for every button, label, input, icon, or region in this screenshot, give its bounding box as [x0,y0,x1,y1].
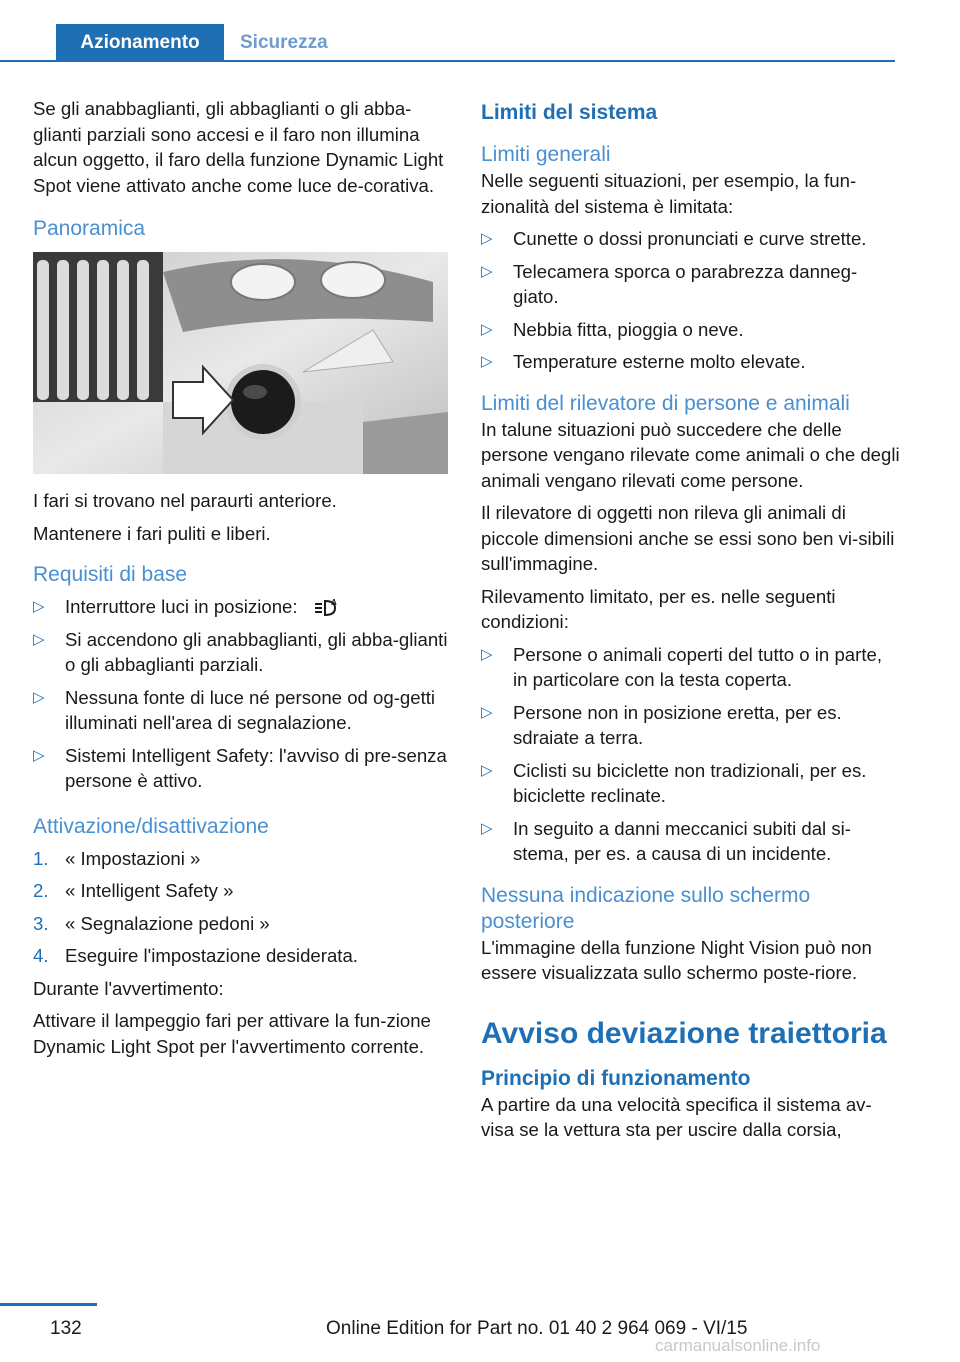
tab-sicurezza[interactable]: Sicurezza [240,32,328,53]
list-item: 2. « Intelligent Safety » [33,880,234,901]
auto-light-switch-icon [311,597,341,619]
right-column [481,100,901,1150]
triangle-bullet-icon: ▷ [33,598,45,615]
triangle-bullet-icon: ▷ [481,320,493,338]
list-item: ▷ Persone non in posizione eretta, per es. sdraiate a terra. [481,701,842,748]
list-item: ▷ Si accendono gli anabbaglianti, gli abba-glianti o gli abbaglianti parziali. [33,628,448,675]
triangle-bullet-icon: ▷ [481,819,493,837]
triangle-bullet-icon: ▷ [481,703,493,721]
list-item: ▷ Cunette o dossi pronunciati e curve strette. [481,226,901,252]
list-item: ▷ Temperature esterne molto elevate. [481,349,901,375]
requisiti-heading: Requisiti di base [33,563,188,586]
nessuna-indicazione-heading: Nessuna indicazione sullo schermo posteriore [481,883,811,933]
durante-text: Durante l'avvertimento: [33,977,224,999]
edition-footer: Online Edition for Part no. 01 40 2 964 069 - VI/15 [326,1318,748,1339]
rilevatore-heading: Limiti del rilevatore di persone e animali [481,391,850,415]
rilevatore-p3: Rilevamento limitato, per es. nelle seguenti condizioni: [481,585,836,632]
avviso-deviazione-heading: Avviso deviazione traiettoria [481,1016,887,1050]
attivare-text: Attivare il lampeggio fari per attivare la fun-zione Dynamic Light Spot per l'avvertimento corrente. [33,1010,431,1057]
limiti-generali-list [481,226,901,375]
triangle-bullet-icon: ▷ [481,353,493,370]
list-item: 4. Eseguire l'impostazione desiderata. [33,945,358,966]
triangle-bullet-icon: ▷ [33,630,45,648]
header-divider [0,60,895,62]
list-item: ▷ Interruttore luci in posizione: A [33,594,453,620]
list-item: ▷ Persone o animali coperti del tutto o in parte, in particolare con la testa coperta. [481,643,882,690]
header-tabbar [0,24,895,62]
fari-location-text: I fari si trovano nel paraurti anteriore. [33,490,337,511]
requisiti-list [33,594,453,794]
triangle-bullet-icon: ▷ [481,761,493,779]
list-item: ▷ In seguito a danni meccanici subiti dal si-stema, per es. a causa di un incidente. [481,817,851,864]
list-item: 1. « Impostazioni » [33,847,201,869]
triangle-bullet-icon: ▷ [33,746,45,764]
limiti-heading: Limiti del sistema [481,101,658,124]
rilevatore-p1: In talune situazioni può succedere che delle persone vengano rilevate come animali o che degli animali vengano rilevati come persone. [481,418,900,491]
left-column [33,96,453,1066]
steps-list [33,846,453,969]
list-item: 3. « Segnalazione pedoni » [33,912,270,934]
limiti-generali-intro: Nelle seguenti situazioni, per esempio, la fun-zionalità del sistema è limitata: [481,170,857,217]
page-number-bar [0,1303,97,1306]
intro-paragraph: Se gli anabbaglianti, gli abbaglianti o gli abba-glianti parziali sono accesi e il faro non illumina alcun oggetto, il faro della funzione Dynamic Light Spot viene attivato anche come luce de-corativa. [33,98,444,196]
watermark: carmanualsonline.info [655,1336,821,1355]
list-item: ▷ Sistemi Intelligent Safety: l'avviso di pre-senza persone è attivo. [33,744,447,791]
attivazione-heading: Attivazione/disattivazione [33,814,269,838]
principio-heading: Principio di funzionamento [481,1066,751,1090]
rilevatore-p2: Il rilevatore di oggetti non rileva gli animali di piccole dimensioni anche se essi sono ben vi-sibili sull'immagine. [481,502,895,574]
triangle-bullet-icon: ▷ [481,230,493,247]
list-item: ▷ Nessuna fonte di luce né persone od og-getti illuminati nell'area di segnalazione. [33,686,436,733]
list-item: ▷ Ciclisti su biciclette non tradizionali, per es. biciclette reclinate. [481,759,867,806]
triangle-bullet-icon: ▷ [481,645,493,663]
svg-text:A: A [330,598,337,608]
fari-clean-text: Mantenere i fari puliti e liberi. [33,522,271,544]
rilevatore-list [481,642,901,867]
triangle-bullet-icon: ▷ [481,262,493,280]
list-item: ▷ Telecamera sporca o parabrezza danneg-giato. [481,260,858,307]
principio-text: A partire da una velocità specifica il sistema av-visa se la vettura sta per uscire dalla corsia, [481,1093,872,1140]
limiti-generali-heading: Limiti generali [481,143,611,166]
tab-azionamento[interactable]: Azionamento [56,24,224,62]
page-number: 132 [50,1318,82,1339]
list-item: ▷ Nebbia fitta, pioggia o neve. [481,317,901,343]
panoramica-heading: Panoramica [33,217,146,240]
triangle-bullet-icon: ▷ [33,688,45,706]
nessuna-indicazione-text: L'immagine della funzione Night Vision può non essere visualizzata sullo schermo poste-riore. [481,936,872,983]
headlight-photo [33,252,448,474]
